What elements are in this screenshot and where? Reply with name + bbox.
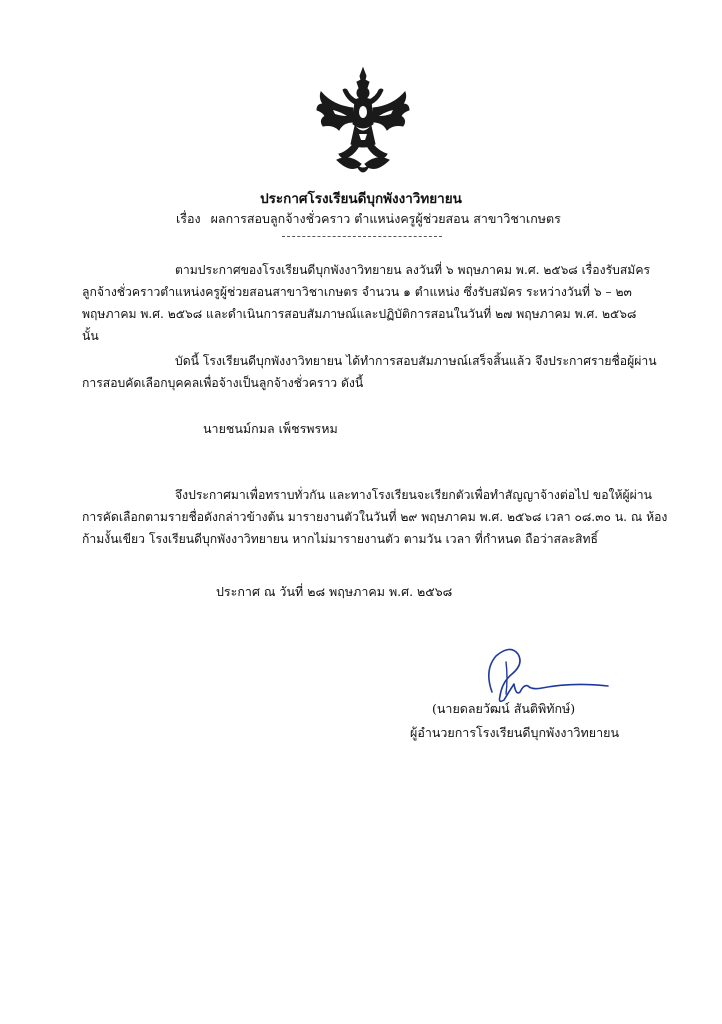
paragraph-line: การสอบคัดเลือกบุคคลเพื่อจ้างเป็นลูกจ้างชั่วคราว ดังนี้ — [82, 376, 364, 390]
announcement-title: ประกาศโรงเรียนดีบุกพังงาวิทยายน — [260, 191, 462, 207]
signer-name: (นายดลยวัฒน์ สันติพิทักษ์) — [432, 701, 576, 716]
paragraph-line: การคัดเลือกตามรายชื่อดังกล่าวข้างต้น มารายงานตัวในวันที่ ๒๙ พฤษภาคม พ.ศ. ๒๕๖๘ เวลา ๐๘.๓๐ น. ณ ห้อง — [82, 510, 668, 524]
paragraph-line: ก้ามงั้นเขียว โรงเรียนดีบุกพังงาวิทยายน หากไม่มารายงานตัว ตามวัน เวลา ที่กำหนด ถือว่าสละสิทธิ์ — [82, 532, 598, 546]
subject-label: เรื่อง — [176, 211, 201, 226]
garuda-emblem-icon — [313, 66, 413, 178]
paragraph-line: ตามประกาศของโรงเรียนดีบุกพังงาวิทยายน ลงวันที่ ๖ พฤษภาคม พ.ศ. ๒๕๖๘ เรื่องรับสมัคร — [175, 263, 651, 277]
paragraph-line: พฤษภาคม พ.ศ. ๒๕๖๘ และดำเนินการสอบสัมภาษณ์และปฏิบัติการสอนในวันที่ ๒๗ พฤษภาคม พ.ศ. ๒๕๖๘ — [82, 307, 637, 321]
paragraph-line: ลูกจ้างชั่วคราวตำแหน่งครูผู้ช่วยสอนสาขาวิชาเกษตร จำนวน ๑ ตำแหน่ง ซึ่งรับสมัคร ระหว่างวันที่ ๖ – ๒๓ — [82, 285, 632, 299]
paragraph-result — [82, 350, 658, 394]
paragraph-line: จึงประกาศมาเพื่อทราบทั่วกัน และทางโรงเรียนจะเรียกตัวเพื่อทำสัญญาจ้างต่อไป ขอให้ผู้ผ่าน — [175, 488, 652, 502]
paragraph-instructions — [82, 484, 668, 550]
announcement-date: ประกาศ ณ วันที่ ๒๘ พฤษภาคม พ.ศ. ๒๕๖๘ — [216, 584, 453, 599]
signer-title: ผู้อำนวยการโรงเรียนดีบุกพังงาวิทยายน — [410, 725, 619, 740]
paragraph-line: บัดนี้ โรงเรียนดีบุกพังงาวิทยายน ได้ทำการสอบสัมภาษณ์เสร็จสิ้นแล้ว จึงประกาศรายชื่อผู้ผ่าน — [175, 354, 657, 368]
paragraph-intro — [82, 259, 658, 347]
candidate-name: นายชนม์กมล เพ็ชรพรหม — [203, 421, 338, 436]
subject-text: ผลการสอบลูกจ้างชั่วคราว ตำแหน่งครูผู้ช่วยสอน สาขาวิชาเกษตร — [210, 211, 561, 226]
header-divider — [282, 236, 442, 237]
subject-line — [176, 209, 561, 229]
paragraph-line: นั้น — [82, 329, 99, 343]
